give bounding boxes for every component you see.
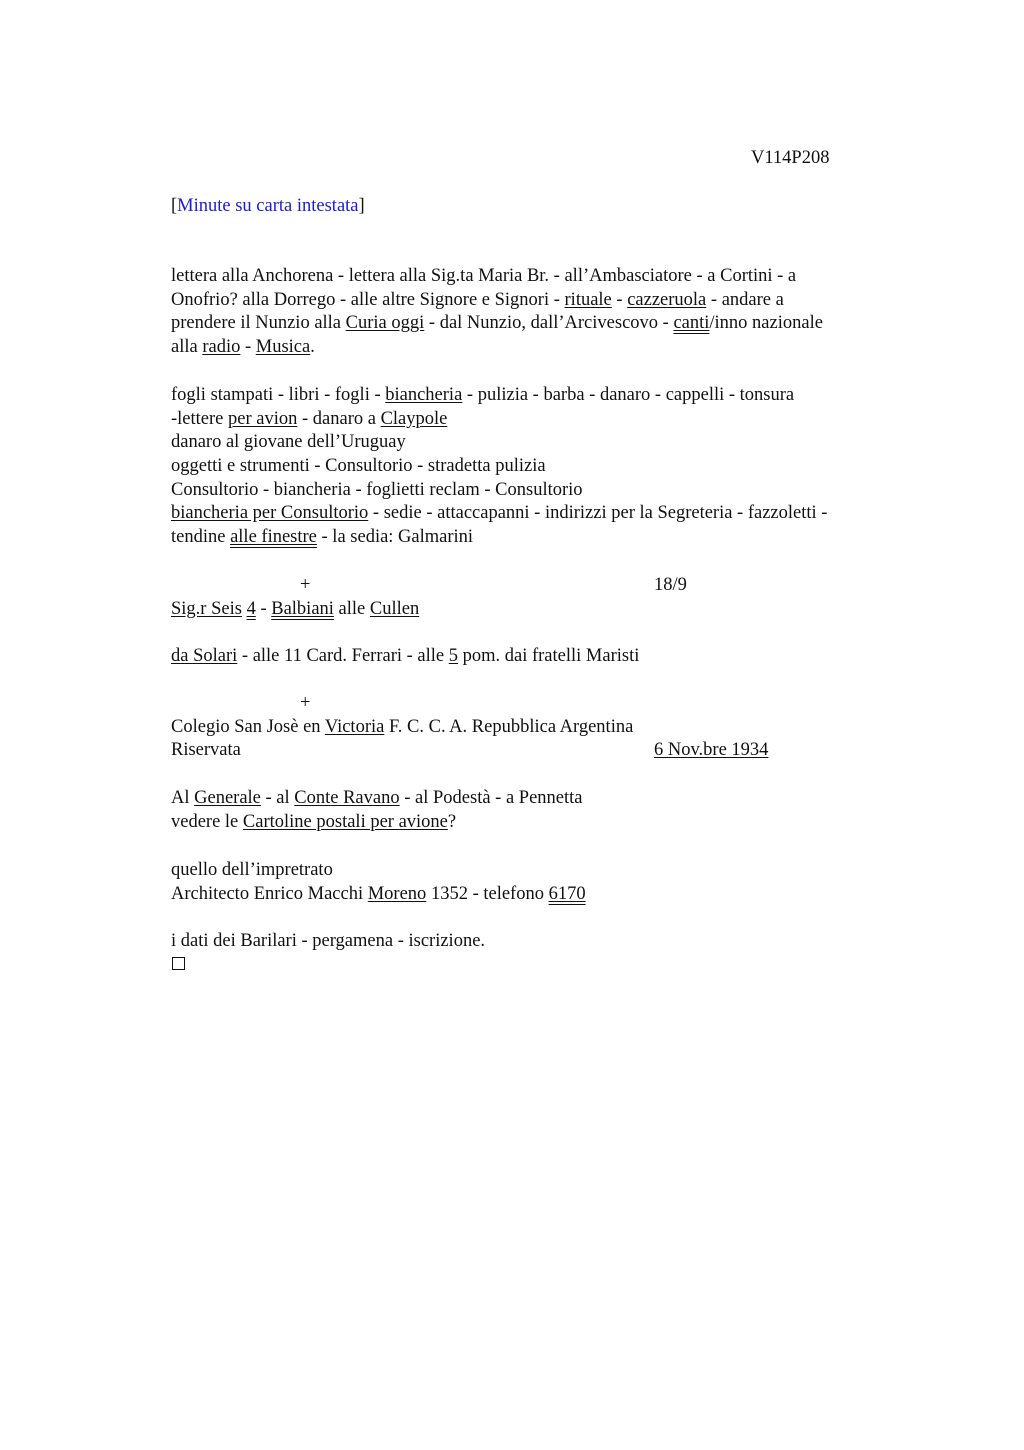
double-underlined-text: 6170 [548,883,586,904]
double-underlined-text: Balbiani [271,598,334,619]
text-line: oggetti e strumenti - Consultorio - stradetta pulizia [171,456,546,477]
paragraph-letters [171,265,911,360]
underlined-text: 5 [448,646,458,666]
text-span: Riservata [171,740,241,761]
text-span: Architecto Enrico Macchi [171,883,368,904]
text-span: - [255,598,272,619]
underlined-text: rituale [564,289,612,310]
text-line: quello dell’impretrato [171,860,333,880]
text-line [171,312,911,336]
text-line [171,692,911,716]
underlined-text: Cullen [369,598,420,619]
bracket-close: ] [358,196,365,216]
text-line [171,883,911,907]
text-span: pom. dai fratelli Maristi [458,646,640,666]
text-span: - pulizia - barba - danaro - cappelli - tonsura [462,385,795,405]
underlined-text: per avion [228,408,298,429]
text-span: - dal Nunzio, dall’Arcivescovo - [424,313,674,334]
text-line [171,336,911,360]
text-span: - sedie - attaccapanni - indirizzi per la Segreteria - fazzoletti - [368,503,828,524]
text-span: Al [171,788,195,808]
paragraph-visits [171,645,911,669]
document-reference-code: V114P208 [751,148,830,168]
double-underlined-text: 4 [246,598,256,619]
text-line [171,574,911,598]
text-span: Colegio San Josè en [171,716,325,737]
underlined-text: Generale [194,788,261,808]
text-line [171,811,911,835]
text-line: lettera alla Anchorena - lettera alla Sig.ta Maria Br. - all’Ambasciatore - a Cortini - a [171,266,797,286]
cross-mark: + [300,575,311,595]
paragraph-general [171,787,911,834]
text-line: danaro al giovane dell’Uruguay [171,432,406,453]
underlined-text: Conte Ravano [294,788,400,808]
text-span: - danaro a [297,408,381,429]
text-line [171,384,911,408]
text-span: - [240,337,256,358]
underlined-text: Sig.r Seis [171,598,242,619]
text-span: 1352 - telefono [426,883,549,904]
heading-title: Minute su carta intestata [177,196,359,216]
text-line [171,502,911,526]
text-span: alle [333,598,370,619]
underlined-text: Cartoline postali per avione [242,811,448,832]
text-span: - la sedia: Galmarini [316,527,474,548]
text-span: - andare a [706,289,784,310]
text-span: . [310,337,315,358]
underlined-text: Victoria [324,716,385,737]
text-span: - [611,289,628,310]
text-span: Onofrio? alla Dorrego - alle altre Signore e Signori - [171,289,565,310]
text-line: Consultorio - biancheria - foglietti reclam - Consultorio [171,479,583,500]
underlined-text: Curia oggi [345,313,425,334]
text-line [171,289,911,313]
text-line [171,739,911,763]
text-line [171,645,911,669]
underlined-text: Musica [255,337,311,358]
text-line [171,598,911,622]
text-line [171,787,911,811]
paragraph-barilari [171,930,911,954]
underlined-text: da Solari [171,646,238,666]
text-span: F. C. C. A. Repubblica Argentina [384,716,634,737]
underlined-text: Moreno [367,883,427,904]
text-span: /inno nazionale [709,313,823,334]
underlined-text: radio [202,337,241,358]
date-text: 18/9 [654,575,687,595]
cross-mark: + [300,693,311,713]
text-span: alla [171,337,203,358]
underlined-text: cazzeruola [627,289,707,310]
paragraph-appointments [171,574,911,621]
underlined-text: biancheria [385,385,463,405]
paragraph-supplies [171,384,911,550]
text-line [171,716,911,740]
empty-box-icon [172,957,185,970]
text-line [171,526,911,550]
text-line: i dati dei Barilari - pergamena - iscrizione. [171,931,486,951]
text-span: - al [260,788,295,808]
text-span: -lettere [171,408,228,429]
double-underlined-text: canti [673,313,710,334]
text-span: fogli stampati - libri - fogli - [171,385,386,405]
paragraph-architect [171,859,911,906]
text-span: - al Podestà - a Pennetta [399,788,583,808]
underlined-text: Claypole [380,408,448,429]
text-span: vedere le [171,811,243,832]
bracket-open: [ [171,196,178,216]
double-underlined-text: alle finestre [230,527,317,548]
paragraph-colegio [171,692,911,763]
section-heading [171,194,365,218]
text-span: ? [447,811,457,832]
text-span: prendere il Nunzio alla [171,313,346,334]
underlined-text: biancheria per Consultorio [171,503,369,524]
text-span: - alle 11 Card. Ferrari - alle [237,646,449,666]
date-text: 6 Nov.bre 1934 [654,740,769,761]
text-line [171,408,911,432]
text-span: tendine [171,527,231,548]
